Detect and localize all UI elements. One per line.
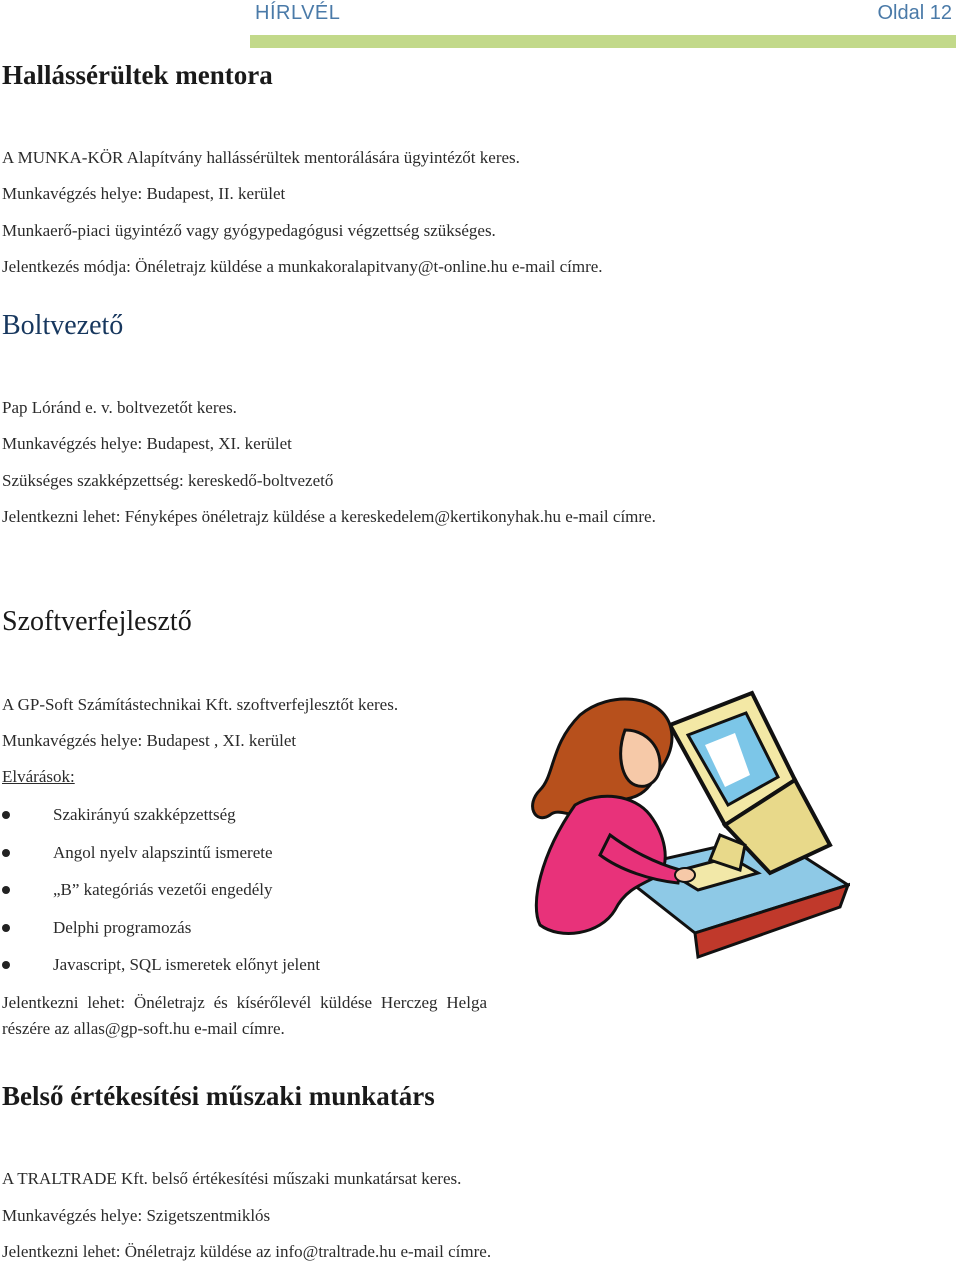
page-number: Oldal 12 bbox=[877, 2, 952, 24]
requirement-item: Javascript, SQL ismeretek előnyt jelent bbox=[53, 955, 321, 974]
section-title-store-manager: Boltvezető bbox=[2, 310, 124, 341]
section4-line: A TRALTRADE Kft. belső értékesítési műszaki munkatársat keres. bbox=[2, 1169, 462, 1188]
section3-line: Munkavégzés helye: Budapest , XI. kerület bbox=[2, 731, 297, 750]
section3-line: A GP-Soft Számítástechnikai Kft. szoftverfejlesztőt keres. bbox=[2, 695, 399, 714]
section1-line: Munkaerő-piaci ügyintéző vagy gyógypedagógusi végzettség szükséges. bbox=[2, 221, 496, 240]
requirement-item: Delphi programozás bbox=[53, 918, 192, 937]
bullet-icon bbox=[2, 849, 10, 857]
requirement-item: „B” kategóriás vezetői engedély bbox=[53, 880, 273, 899]
newsletter-title: HÍRLVÉL bbox=[255, 2, 341, 24]
section1-line: A MUNKA-KÖR Alapítvány hallássérültek mentorálására ügyintézőt keres. bbox=[2, 148, 520, 167]
section1-line: Jelentkezés módja: Önéletrajz küldése a munkakoralapitvany@t-online.hu e-mail címre. bbox=[2, 257, 603, 276]
section2-line: Pap Lóránd e. v. boltvezetőt keres. bbox=[2, 398, 237, 417]
section4-line: Jelentkezni lehet: Önéletrajz küldése az info@traltrade.hu e-mail címre. bbox=[2, 1242, 492, 1261]
section4-line: Munkavégzés helye: Szigetszentmiklós bbox=[2, 1206, 271, 1225]
section-title-software-developer: Szoftverfejlesztő bbox=[2, 606, 192, 637]
bullet-icon bbox=[2, 961, 10, 969]
requirement-item: Angol nyelv alapszintű ismerete bbox=[53, 843, 273, 862]
section2-line: Szükséges szakképzettség: kereskedő-boltvezető bbox=[2, 471, 334, 490]
bullet-icon bbox=[2, 924, 10, 932]
section2-line: Jelentkezni lehet: Fényképes önéletrajz küldése a kereskedelem@kertikonyhak.hu e-mail címre. bbox=[2, 507, 656, 526]
bullet-icon bbox=[2, 886, 10, 894]
section-title-hearing-mentor: Hallássérültek mentora bbox=[2, 60, 273, 90]
bullet-icon bbox=[2, 811, 10, 819]
section1-line: Munkavégzés helye: Budapest, II. kerület bbox=[2, 184, 286, 203]
requirements-label: Elvárások: bbox=[2, 767, 75, 786]
section-title-sales-engineer: Belső értékesítési műszaki munkatárs bbox=[2, 1081, 435, 1111]
section3-apply: Jelentkezni lehet: Önéletrajz és kísérőlevél küldése Herczeg Helga részére az allas@gp-soft.hu e-mail címre. bbox=[2, 993, 487, 1038]
requirement-item: Szakirányú szakképzettség bbox=[53, 805, 236, 824]
section2-line: Munkavégzés helye: Budapest, XI. kerület bbox=[2, 434, 292, 453]
header-bar bbox=[250, 35, 956, 48]
woman-at-computer-clipart bbox=[520, 685, 850, 960]
